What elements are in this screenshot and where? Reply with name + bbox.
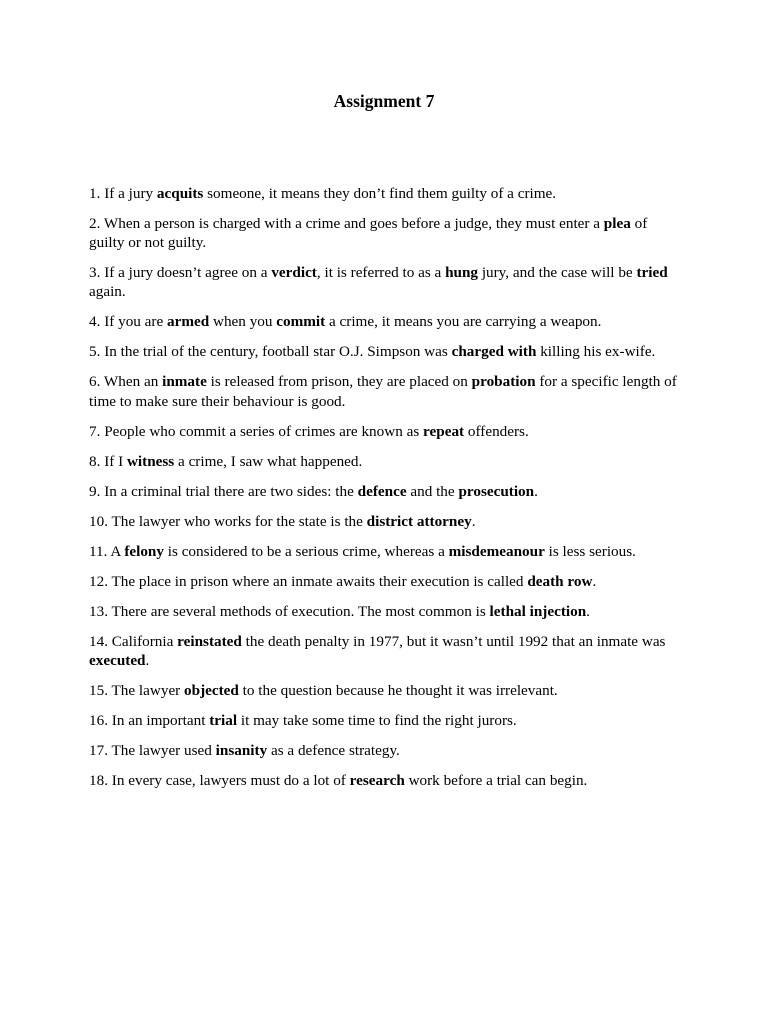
sentence-item — [89, 572, 685, 591]
vocabulary-term: district attorney — [366, 512, 472, 530]
sentence-text: 5. In the trial of the century, football star O.J. Simpson was — [89, 343, 452, 361]
sentence-item — [89, 312, 685, 331]
sentence-text: jury, and the case will be — [478, 264, 637, 282]
sentence-text: 16. In an important — [89, 711, 210, 729]
sentence-item — [89, 632, 685, 670]
vocabulary-term: lethal injection — [489, 602, 587, 620]
sentence-item — [89, 542, 685, 561]
vocabulary-term: armed — [167, 313, 210, 331]
sentence-text: 6. When an — [89, 373, 163, 391]
vocabulary-term: hung — [445, 264, 479, 282]
sentence-item — [89, 482, 685, 501]
sentence-item — [89, 422, 685, 441]
vocabulary-term: commit — [276, 313, 326, 331]
sentence-item — [89, 263, 685, 301]
vocabulary-term: plea — [603, 215, 631, 232]
sentence-text: . — [534, 482, 538, 500]
sentence-text: again. — [89, 283, 126, 301]
vocabulary-term: verdict — [271, 264, 317, 282]
sentence-item — [89, 711, 685, 730]
sentence-text: 8. If I — [89, 452, 127, 470]
sentence-text: for a specific length of time to make sure their behaviour is good. — [89, 373, 677, 410]
vocabulary-term: research — [349, 771, 405, 789]
sentence-text: 14. California — [89, 632, 178, 650]
vocabulary-term: defence — [357, 482, 407, 500]
sentence-text: a crime, I saw what happened. — [174, 452, 363, 470]
sentence-text: 1. If a jury — [89, 185, 157, 202]
sentence-text: it may take some time to find the right jurors. — [237, 711, 517, 729]
sentence-text: 2. When a person is charged with a crime and goes before a judge, they must enter a — [89, 215, 604, 232]
sentence-text: is released from prison, they are placed on — [206, 373, 472, 391]
vocabulary-term: reinstated — [177, 632, 242, 650]
sentence-item — [89, 372, 685, 410]
sentence-text: 9. In a criminal trial there are two sides: the — [89, 482, 358, 500]
vocabulary-term: objected — [184, 681, 239, 699]
sentence-text: when you — [209, 313, 277, 331]
sentence-item — [89, 741, 685, 760]
vocabulary-term: probation — [471, 373, 536, 391]
sentence-text: of guilty or not guilty. — [89, 215, 648, 252]
sentence-text: 12. The place in prison where an inmate awaits their execution is called — [89, 572, 528, 590]
vocabulary-term: witness — [126, 452, 175, 470]
sentence-text: work before a trial can begin. — [404, 771, 588, 789]
sentence-text: 7. People who commit a series of crimes are known as — [89, 422, 424, 440]
sentence-text: is less serious. — [544, 542, 636, 560]
sentence-text: to the question because he thought it was irrelevant. — [238, 681, 558, 699]
sentence-text: 4. If you are — [89, 313, 168, 331]
sentence-item — [89, 342, 685, 361]
sentence-list — [89, 184, 685, 801]
sentence-item — [89, 512, 685, 531]
sentence-text: . — [592, 572, 597, 590]
sentence-text: 11. A — [89, 542, 125, 560]
sentence-text: and the — [406, 482, 459, 500]
vocabulary-term: misdemeanour — [448, 542, 545, 560]
sentence-text: . — [145, 651, 150, 669]
sentence-text: the death penalty in 1977, but it wasn’t until 1992 that an inmate was — [241, 632, 666, 650]
vocabulary-term: executed — [89, 651, 146, 669]
vocabulary-term: inmate — [162, 373, 207, 391]
sentence-text: 10. The lawyer who works for the state is the — [89, 512, 367, 530]
vocabulary-term: charged with — [451, 343, 537, 361]
sentence-item — [89, 184, 685, 203]
vocabulary-term: death row — [527, 572, 593, 590]
vocabulary-term: repeat — [423, 422, 465, 440]
title-number: 7 — [425, 91, 435, 111]
sentence-text: , it is referred to as a — [316, 264, 446, 282]
sentence-text: someone, it means they don’t find them guilty of a crime. — [203, 185, 557, 202]
sentence-item — [89, 602, 685, 621]
sentence-text: 18. In every case, lawyers must do a lot of — [89, 771, 350, 789]
title-word: Assignment — [333, 91, 422, 111]
vocabulary-term: felony — [124, 542, 164, 560]
sentence-text: as a defence strategy. — [267, 741, 400, 759]
sentence-text: 15. The lawyer — [89, 681, 185, 699]
sentence-text: killing his ex-wife. — [536, 343, 656, 361]
vocabulary-term: trial — [209, 711, 238, 729]
sentence-text: a crime, it means you are carrying a weapon. — [325, 313, 602, 331]
sentence-text: offenders. — [464, 422, 529, 440]
vocabulary-term: tried — [636, 264, 668, 282]
sentence-item — [89, 771, 685, 790]
sentence-text: . — [586, 602, 590, 620]
sentence-text: is considered to be a serious crime, whereas a — [163, 542, 449, 560]
page-title — [0, 90, 768, 112]
sentence-item — [89, 452, 685, 471]
sentence-text: 17. The lawyer used — [89, 741, 216, 759]
sentence-text: 13. There are several methods of execution. The most common is — [89, 602, 490, 620]
vocabulary-term: acquits — [156, 185, 204, 202]
sentence-text: . — [471, 512, 476, 530]
vocabulary-term: insanity — [215, 741, 268, 759]
sentence-text: 3. If a jury doesn’t agree on a — [89, 264, 272, 282]
sentence-item — [89, 681, 685, 700]
vocabulary-term: prosecution — [458, 482, 535, 500]
sentence-item — [89, 214, 685, 252]
